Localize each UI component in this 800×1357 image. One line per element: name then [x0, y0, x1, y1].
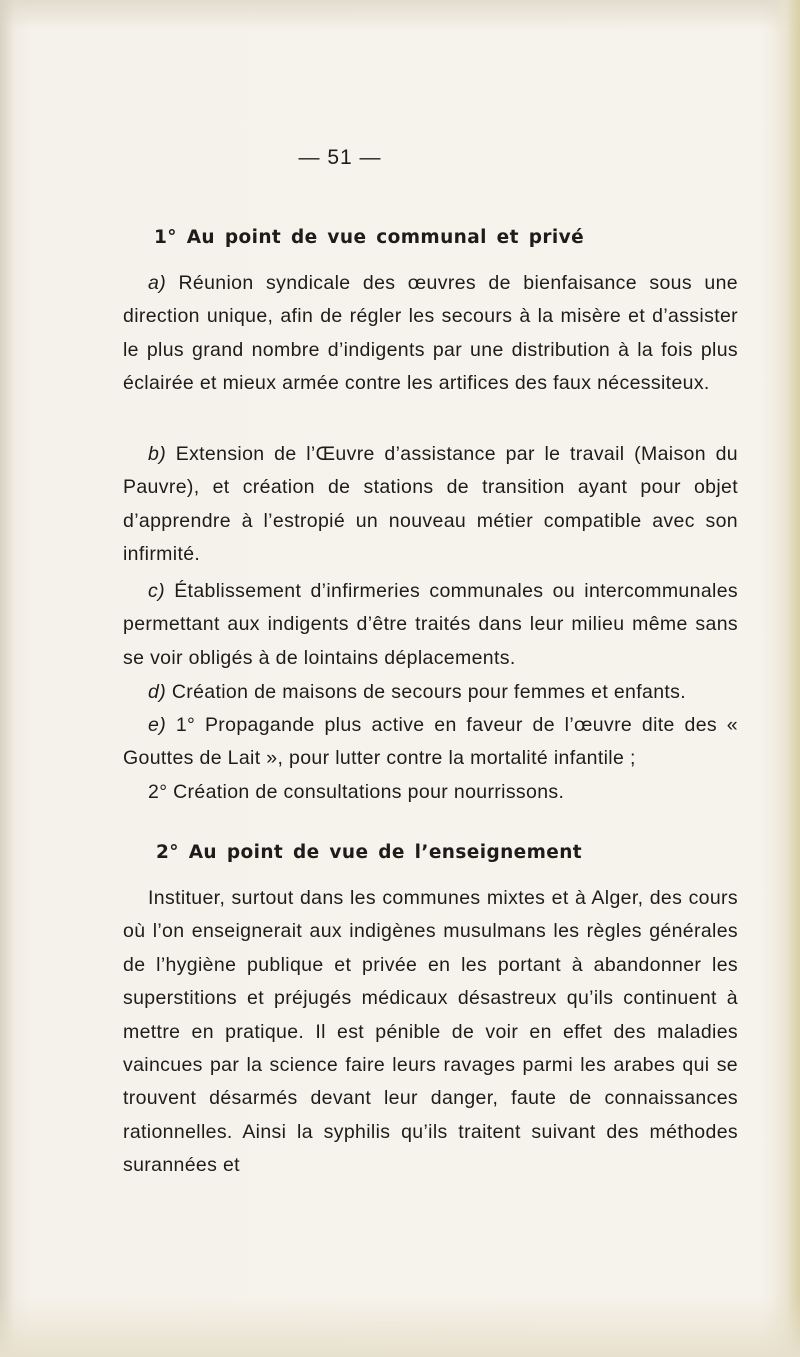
- page-edge-shadow-top: [0, 0, 800, 30]
- item-text-e-2: 2° Création de consultations pour nourrissons.: [148, 781, 565, 803]
- paragraph-enseignement: [123, 882, 738, 1183]
- page-edge-shadow-bottom: [0, 1297, 800, 1357]
- item-text-e: 1° Propagande plus active en faveur de l’œuvre dite des « Gouttes de Lait », pour lutter contre la mortalité infantile ;: [123, 714, 738, 770]
- section2-text: Instituer, surtout dans les communes mixtes et à Alger, des cours où l’on enseignerait aux indigènes musulmans les règles générales de l’hygiène publique et privée en les portant à abandonner les superstitions et préjugés médicaux désastreux qu’ils continuent à mettre en pratique. Il est pénible de voir en effet des maladies vaincues par la science faire leurs ravages parmi les arabes qui se trouvent désarmés devant leur danger, faute de connaissances rationnelles. Ainsi la syphilis qu’ils traitent suivant des méthodes surannées et: [123, 887, 738, 1177]
- section-heading-enseignement: 2° Au point de vue de l’enseignement: [155, 842, 583, 863]
- page-number: — 51 —: [298, 146, 382, 169]
- item-label-b: b): [148, 443, 167, 465]
- item-text-a: Réunion syndicale des œuvres de bienfaisance sous une direction unique, afin de régler les secours à la misère et d’assister le plus grand nombre d’indigents par une distribution à la fois plus éclairée et mieux armée contre les artifices des faux nécessiteux.: [123, 272, 738, 395]
- paragraph-d: [123, 676, 738, 709]
- item-text-c: Établissement d’infirmeries communales ou intercommunales permettant aux indigents d’être traités dans leur milieu même sans se voir obligés à de lointains déplacements.: [123, 580, 738, 669]
- item-label-e: e): [148, 714, 167, 736]
- item-text-d: Création de maisons de secours pour femmes et enfants.: [166, 681, 687, 703]
- page-edge-shadow-left: [0, 0, 14, 1357]
- item-label-d: d): [148, 681, 167, 703]
- page-edge-shadow-right: [774, 0, 800, 1357]
- paragraph-e-part-2: [123, 776, 738, 809]
- item-text-b: Extension de l’Œuvre d’assistance par le travail (Maison du Pauvre), et création de stations de transition ayant pour objet d’apprendre à l’estropié un nouveau métier compatible avec son infirmité.: [123, 443, 738, 566]
- paragraph-e: [123, 709, 738, 776]
- item-label-a: a): [148, 272, 167, 294]
- paragraph-a: [123, 267, 738, 401]
- item-label-c: c): [148, 580, 165, 602]
- paragraph-c: [123, 575, 738, 675]
- section-heading-communal: 1° Au point de vue communal et privé: [153, 227, 585, 248]
- paragraph-b: [123, 438, 738, 572]
